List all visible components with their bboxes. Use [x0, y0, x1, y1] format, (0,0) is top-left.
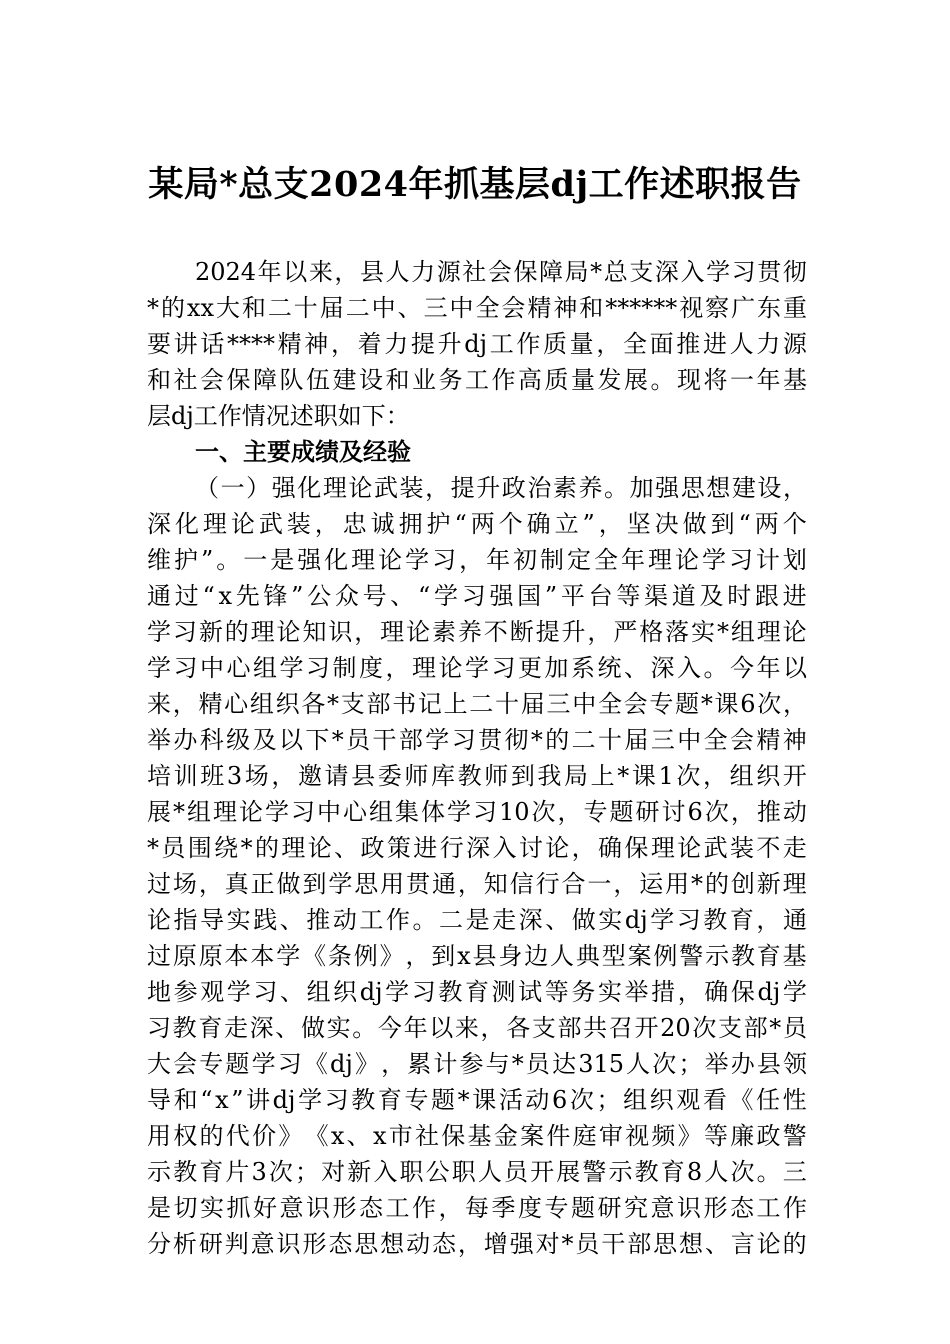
paragraph-line: 层dj工作情况述职如下： [147, 402, 410, 430]
paragraph-line: 过 场 ， 真 正 做 到 学 思 用 贯 通 ， 知 信 行 合 一 ， 运 用 * 的 创 新 理 [147, 870, 807, 898]
paragraph-line: 维 护 ” 。 一 是 强 化 理 论 学 习 ， 年 初 制 定 全 年 理 论 学 习 计 划 [147, 546, 807, 574]
document-title: 某局*总支2024年抓基层dj工作述职报告 [148, 164, 802, 205]
paragraph-line: 地 参 观 学 习 、 组 织 dj 学 习 教 育 测 试 等 务 实 举 措 ， 确 保 dj 学 [147, 978, 807, 1006]
document-body [147, 254, 807, 1262]
paragraph-line: 2024 年 以 来 ， 县 人 力 源 社 会 保 障 局 * 总 支 深 入 学 习 贯 彻 [195, 258, 807, 286]
paragraph-line: 分 析 研 判 意 识 形 态 思 想 动 态 ， 增 强 对 * 员 干 部 思 想 、 言 论 的 [147, 1230, 807, 1258]
paragraph-line: 深 化 理 论 武 装 ， 忠 诚 拥 护 “ 两 个 确 立 ” ， 坚 决 做 到 “ 两 个 [147, 510, 807, 538]
paragraph-line: 培 训 班 3 场 ， 邀 请 县 委 师 库 教 师 到 我 局 上 * 课 1 次 ， 组 织 开 [147, 762, 807, 790]
paragraph-line: 习 教 育 走 深 、 做 实 。 今 年 以 来 ， 各 支 部 共 召 开 20 次 支 部 * 员 [147, 1014, 807, 1042]
paragraph-line: 举 办 科 级 及 以 下 * 员 干 部 学 习 贯 彻 * 的 二 十 届 三 中 全 会 精 神 [147, 726, 807, 754]
paragraph-line: 来 ， 精 心 组 织 各 * 支 部 书 记 上 二 十 届 三 中 全 会 专 题 * 课 6 次 ， [147, 690, 807, 718]
paragraph-line: 学 习 新 的 理 论 知 识 ， 理 论 素 养 不 断 提 升 ， 严 格 落 实 * 组 理 论 [147, 618, 807, 646]
paragraph-line: 和 社 会 保 障 队 伍 建 设 和 业 务 工 作 高 质 量 发 展 。 现 将 一 年 基 [147, 366, 807, 394]
paragraph-line: 通 过 “ x 先 锋 ” 公 众 号 、 “ 学 习 强 国 ” 平 台 等 渠 道 及 时 跟 进 [147, 582, 807, 610]
section-heading: 一、主要成绩及经验 [195, 438, 411, 466]
paragraph-line: 要 讲 话 **** 精 神 ， 着 力 提 升 dj 工 作 质 量 ， 全 面 推 进 人 力 源 [147, 330, 807, 358]
paragraph-line: 大 会 专 题 学 习 《 dj 》 ， 累 计 参 与 * 员 达 315 人 次 ； 举 办 县 领 [147, 1050, 807, 1078]
paragraph-line: 导 和 “ x ” 讲 dj 学 习 教 育 专 题 * 课 活 动 6 次 ； 组 织 观 看 《 任 性 [147, 1086, 807, 1114]
paragraph-line: 过 原 原 本 本 学 《 条 例 》 ， 到 x 县 身 边 人 典 型 案 例 警 示 教 育 基 [147, 942, 807, 970]
paragraph-line: 论 指 导 实 践 、 推 动 工 作 。 二 是 走 深 、 做 实 dj 学 习 教 育 ， 通 [147, 906, 807, 934]
paragraph-line: 展 * 组 理 论 学 习 中 心 组 集 体 学 习 10 次 ， 专 题 研 讨 6 次 ， 推 动 [147, 798, 807, 826]
paragraph-line: * 员 围 绕 * 的 理 论 、 政 策 进 行 深 入 讨 论 ， 确 保 理 论 武 装 不 走 [147, 834, 807, 862]
paragraph-line: 示 教 育 片 3 次 ； 对 新 入 职 公 职 人 员 开 展 警 示 教 育 8 人 次 。 三 [147, 1158, 807, 1186]
paragraph-line: 学 习 中 心 组 学 习 制 度 ， 理 论 学 习 更 加 系 统 、 深 入 。 今 年 以 [147, 654, 807, 682]
paragraph-line: * 的 xx 大 和 二 十 届 二 中 、 三 中 全 会 精 神 和 ****** 视 察 广 东 重 [147, 294, 807, 322]
paragraph-line: （ 一 ） 强 化 理 论 武 装 ， 提 升 政 治 素 养 。 加 强 思 想 建 设 ， [195, 474, 807, 502]
paragraph-line: 是 切 实 抓 好 意 识 形 态 工 作 ， 每 季 度 专 题 研 究 意 识 形 态 工 作 [147, 1194, 807, 1222]
paragraph-line: 用 权 的 代 价 》 《 x 、 x 市 社 保 基 金 案 件 庭 审 视 频 》 等 廉 政 警 [147, 1122, 807, 1150]
